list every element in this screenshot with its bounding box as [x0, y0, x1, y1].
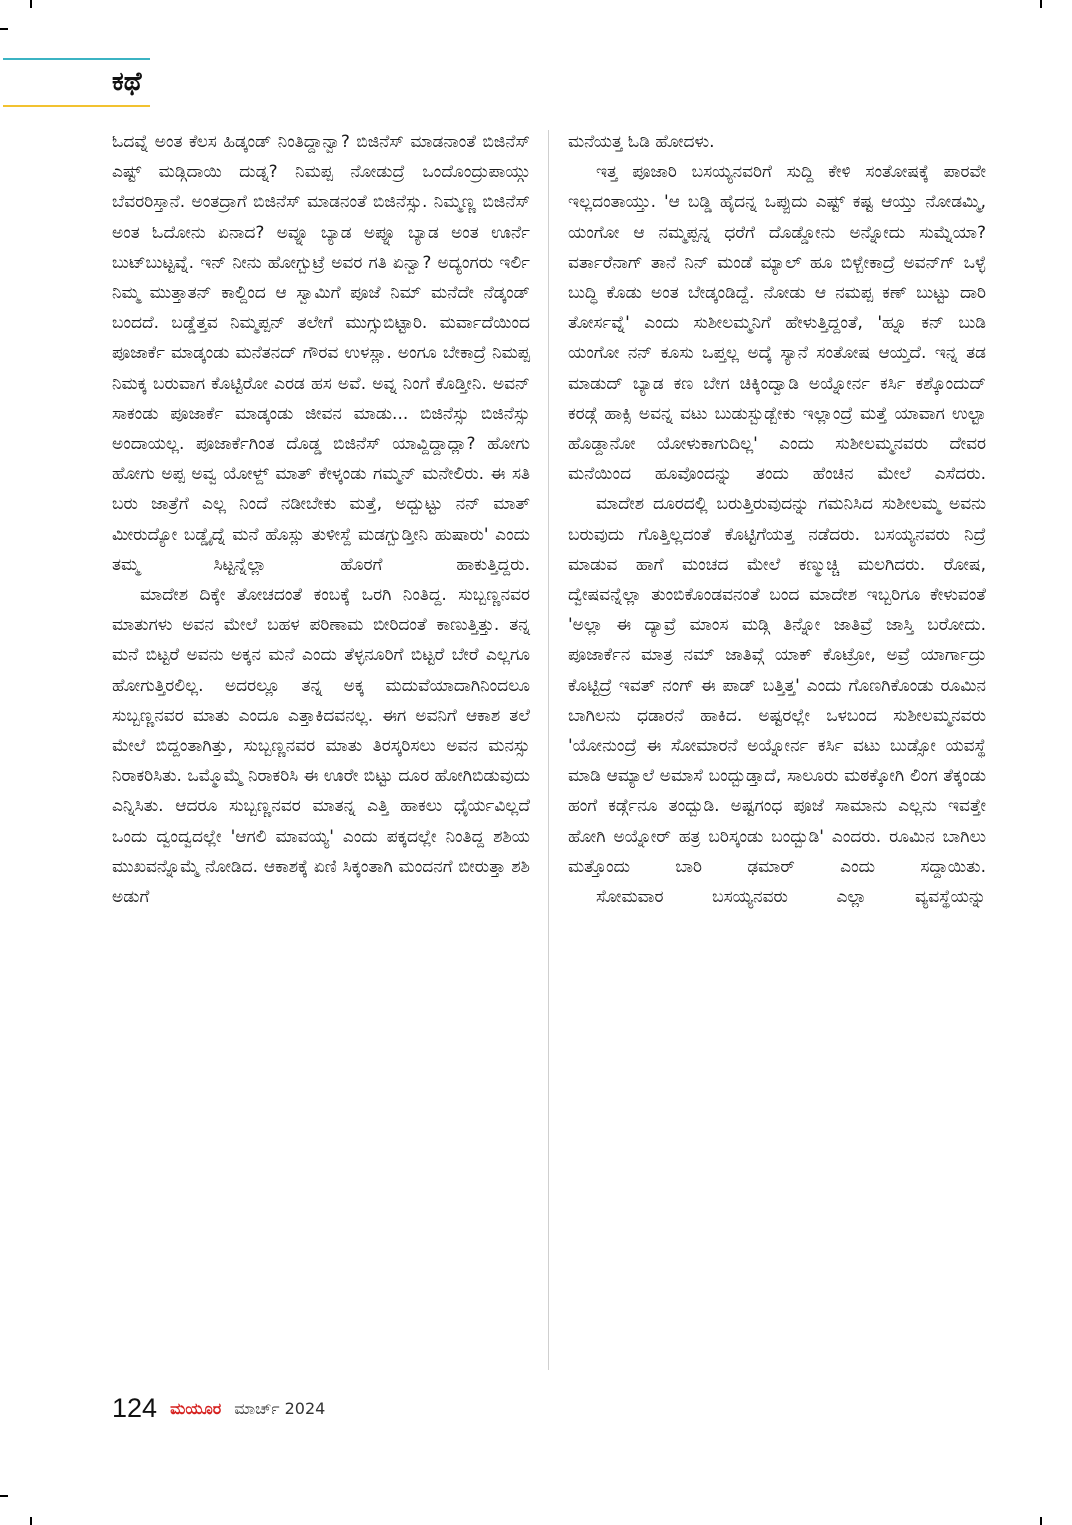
paragraph: ಸೋಮವಾರ ಬಸಯ್ಯನವರು ಎಲ್ಲಾ ವ್ಯವಸ್ಥೆಯನ್ನು — [596, 887, 986, 908]
crop-mark — [1040, 1517, 1042, 1525]
page-number: 124 — [112, 1393, 158, 1423]
paragraph: ಇತ್ತ ಪೂಜಾರಿ ಬಸಯ್ಯನವರಿಗೆ ಸುದ್ದಿ ಕೇಳಿ ಸಂತೋಷಕ್ಕೆ ಪಾರವೇ ಇಲ್ಲದಂತಾಯ್ತು. 'ಆ ಬಡ್ಡಿ ಹೈದನ್ನ ಒಪ್ಪುದು ಎಷ್ಟ್ ಕಷ್ಟ ಆಯ್ತು ನೋಡಮ್ಮಿ, ಯಂಗೋ ಆ ನಮ್ಮಪ್ಪನ್ನ ಧರೆಗೆ ದೊಡ್ಡೋನು ಅನ್ನೋದು ಸುಮ್ನೆಯಾ? ವರ್ತಾರೆನಾಗ್ ತಾನೆ ನಿನ್ ಮಂಡೆ ಮ್ಯಾಲ್ ಹೂ ಬಿಳ್ಬೇಕಾದ್ರೆ ಅವನ್‌ಗ್ ಒಳ್ಳೆ ಬುದ್ಧಿ ಕೊಡು ಅಂತ ಬೇಡ್ಕಂಡಿದ್ದೆ. ನೋಡು ಆ ನಮಪ್ಪ ಕಣ್ ಬುಟ್ಟು ದಾರಿ ತೋರ್ಸವ್ನೆ' ಎಂದು ಸುಶೀಲಮ್ಮನಿಗೆ ಹೇಳುತ್ತಿದ್ದಂತೆ, 'ಹ್ನೂ ಕನ್ ಬುಡಿ ಯಂಗೋ ನನ್ ಕೂಸು ಒಪ್ತಲ್ಲ ಅದ್ಕೆ ಸ್ಯಾನೆ ಸಂತೋಷ ಆಯ್ತದೆ. ಇನ್ನ ತಡ ಮಾಡುದ್ ಬ್ಯಾಡ ಕಣ ಬೇಗ ಚಿಕ್ಕಿಂದ್ವಾಡಿ ಅಯ್ನೋರ್ನ ಕರ್ಸಿ ಕಶ್ಕೊಂದುದ್ ಕರಡ್ಗೆ ಹಾಕ್ಸಿ ಅವನ್ನ ವಟು ಬುಡುಸ್ಬುಡ್ಬೇಕು ಇಲ್ಲಾಂದ್ರೆ ಮತ್ತೆ ಯಾವಾಗ ಉಲ್ಟಾ ಹೊಡ್ದಾನೋ ಯೋಳುಕಾಗುದಿಲ್ಲ' ಎಂದು ಸುಶೀಲಮ್ಮನವರು ದೇವರ ಮನೆಯಿಂದ ಹೂವೊಂದನ್ನು ತಂದು ಹೆಂಚಿನ ಮೇಲೆ ಎಸೆದರು. — [568, 162, 986, 485]
paragraph: ಮಾದೇಶ ದೂರದಲ್ಲಿ ಬರುತ್ತಿರುವುದನ್ನು ಗಮನಿಸಿದ ಸುಶೀಲಮ್ಮ ಅವನು ಬರುವುದು ಗೊತ್ತಿಲ್ಲದಂತೆ ಕೊಟ್ಟಿಗೆಯತ್ತ ನಡೆದರು. ಬಸಯ್ಯನವರು ನಿದ್ರೆ ಮಾಡುವ ಹಾಗೆ ಮಂಚದ ಮೇಲೆ ಕಣ್ಮುಚ್ಚಿ ಮಲಗಿದರು. ರೋಷ, ದ್ವೇಷವನ್ನೆಲ್ಲಾ ತುಂಬಿಕೊಂಡವನಂತೆ ಬಂದ ಮಾದೇಶ ಇಬ್ಬರಿಗೂ ಕೇಳುವಂತೆ 'ಅಲ್ಲಾ ಈ ದ್ಯಾವ್ರೆ ಮಾಂಸ ಮಡ್ಗಿ ತಿನ್ನೋ ಜಾತಿವ್ರೆ ಜಾಸ್ತಿ ಬರೋದು. ಪೂಜಾರ್ಕೆನ ಮಾತ್ರ ನಮ್ ಜಾತಿವ್ಗೆ ಯಾಕ್ ಕೊಟ್ರೋ, ಅವ್ರೆ ಯಾರ್ಗಾದ್ರು ಕೊಟ್ಟಿದ್ರೆ ಇವತ್ ನಂಗ್ ಈ ಪಾಡ್ ಬತ್ತಿತ್ತ' ಎಂದು ಗೊಣಗಿಕೊಂಡು ರೂಮಿನ ಬಾಗಿಲನು ಧಡಾರನೆ ಹಾಕಿದ. ಅಷ್ಟರಲ್ಲೇ ಒಳಬಂದ ಸುಶೀಲಮ್ಮನವರು 'ಯೋನುಂದ್ರೆ ಈ ಸೋಮಾರನೆ ಅಯ್ನೋರ್ನ ಕರ್ಸಿ ವಟು ಬುಡ್ಸೋ ಯವಸ್ಥೆ ಮಾಡಿ ಆಮ್ಯಾಲೆ ಅಮಾಸೆ ಬಂದ್ಬುಡ್ತಾದೆ, ಸಾಲೂರು ಮಠಕ್ಕೋಗಿ ಲಿಂಗ ತೆಕ್ಕಂಡು ಹಂಗೆ ಕರ್ಡ್ಗೆನೂ ತಂದ್ಬುಡಿ. ಅಷ್ಟಗಂಧ ಪೂಜೆ ಸಾಮಾನು ಎಲ್ಲನು ಇವತ್ತೇ ಹೋಗಿ ಅಯ್ನೋರ್ ಹತ್ರ ಬರಿಸ್ಕಂಡು ಬಂದ್ಬುಡಿ' ಎಂದರು. ರೂಮಿನ ಬಾಗಿಲು ಮತ್ತೊಂದು ಬಾರಿ ಢಮಾರ್ ಎಂದು ಸದ್ದಾಯಿತು. — [568, 494, 986, 877]
right-column — [568, 127, 986, 912]
page-footer — [112, 1393, 325, 1429]
left-column — [112, 127, 530, 912]
section-label: ಕಥೆ — [112, 67, 142, 97]
crop-mark — [30, 1517, 32, 1525]
paragraph: ಓದವ್ನೆ ಅಂತ ಕೆಲಸ ಹಿಡ್ಕಂಡ್ ನಿಂತಿದ್ದಾನ್ವಾ? ಬಿಜಿನೆಸ್ ಮಾಡನಾಂತೆ ಬಿಜಿನೆಸ್ ಎಷ್ಟ್ ಮಡ್ಗಿದಾಯಿ ದುಡ್ನ? ನಿಮಪ್ಪ ನೋಡುದ್ರೆ ಒಂದೊಂದ್ರುಪಾಯ್ಗು ಬೆವರರಿಸ್ತಾನೆ. ಅಂತದ್ರಾಗೆ ಬಿಜಿನೆಸ್ ಮಾಡನಂತೆ ಬಿಜಿನೆಸ್ಸು. ನಿಮ್ಮಣ್ಣ ಬಿಜಿನೆಸ್ ಅಂತ ಓದೋನು ಏನಾದ? ಅವ್ನೂ ಬ್ಯಾಡ ಅಪ್ನೂ ಬ್ಯಾಡ ಅಂತ ಊರ್ನೆ ಬುಟ್‌ಬುಟ್ಟವ್ನೆ. ಇನ್ ನೀನು ಹೋಗ್ಬುಟ್ರೆ ಅವರ ಗತಿ ಏನ್ವಾ? ಅದ್ಯಂಗರು ಇರ್ಲಿ ನಿಮ್ಮ ಮುತ್ತಾತನ್ ಕಾಲ್ದಿಂದ ಆ ಸ್ವಾಮಿಗೆ ಪೂಜೆ ನಿಮ್ ಮನೆದೇ ನೆಡ್ಕಂಡ್ ಬಂದದೆ. ಬಡ್ಡೆತ್ತವ ನಿಮ್ಮಪ್ಪನ್ ತಲೇಗೆ ಮುಗ್ಸುಬಿಟ್ಟಾರಿ. ಮರ್ವಾದೆಯಿಂದ ಪೂಜಾರ್ಕೆ ಮಾಡ್ಕಂಡು ಮನೆತನದ್ ಗೌರವ ಉಳಸ್ಲಾ. ಅಂಗೂ ಬೇಕಾದ್ರೆ ನಿಮಪ್ಪ ನಿಮಕ್ಕ ಬರುವಾಗ ಕೊಟ್ಟಿರೋ ಎರಡ ಹಸ ಅವೆ. ಅವ್ನ ನಿಂಗೆ ಕೊಡ್ತೀನಿ. ಅವನ್ ಸಾಕಂಡು ಪೂಜಾರ್ಕೆ ಮಾಡ್ಕಂಡು ಜೀವನ ಮಾಡು... ಬಿಜಿನೆಸ್ಸು ಬಿಜಿನೆಸ್ಸು ಅಂದಾಯಲ್ಲ. ಪೂಜಾರ್ಕೆಗಿಂತ ದೊಡ್ಡ ಬಿಜಿನೆಸ್ ಯಾವ್ದಿದ್ದಾದ್ಲಾ? ಹೋಗು ಹೋಗು ಅಪ್ಪ ಅವ್ವ ಯೋಳ್ದ್ ಮಾತ್ ಕೇಳ್ಕಂಡು ಗಮ್ಮನ್ ಮನೇಲಿರು. ಈ ಸತಿ ಬರು ಜಾತ್ರೆಗೆ ಎಲ್ಲ ನಿಂದೆ ನಡೀಬೇಕು ಮತ್ತೆ, ಅದ್ಬುಟ್ಟು ನನ್ ಮಾತ್ ಮೀರುದ್ಯೋ ಬಡ್ಡೈದ್ನೆ ಮನೆ ಹೊಸ್ಲು ತುಳೀಸ್ದೆ ಮಡಗ್ಬುಡ್ತೀನಿ ಹುಷಾರು' ಎಂದು ತಮ್ಮ ಸಿಟ್ಟನ್ನೆಲ್ಲಾ ಹೊರಗೆ ಹಾಕುತ್ತಿದ್ದರು. — [112, 132, 530, 575]
section-rule-top — [3, 58, 150, 60]
paragraph: ಮಾದೇಶ ದಿಕ್ಕೇ ತೋಚದಂತೆ ಕಂಬಕ್ಕೆ ಒರಗಿ ನಿಂತಿದ್ದ. ಸುಬ್ಬಣ್ಣನವರ ಮಾತುಗಳು ಅವನ ಮೇಲೆ ಬಹಳ ಪರಿಣಾಮ ಬೀರಿದಂತೆ ಕಾಣುತ್ತಿತ್ತು. ತನ್ನ ಮನೆ ಬಿಟ್ಟರೆ ಅವನು ಅಕ್ಕನ ಮನೆ ಎಂದು ತೆಳ್ಳನೂರಿಗೆ ಬಿಟ್ಟರೆ ಬೇರೆ ಎಲ್ಲಗೂ ಹೋಗುತ್ತಿರಲಿಲ್ಲ. ಅದರಲ್ಲೂ ತನ್ನ ಅಕ್ಕ ಮದುವೆಯಾದಾಗಿನಿಂದಲೂ ಸುಬ್ಬಣ್ಣನವರ ಮಾತು ಎಂದೂ ಎತ್ತಾಕಿದವನಲ್ಲ. ಈಗ ಅವನಿಗೆ ಆಕಾಶ ತಲೆ ಮೇಲೆ ಬಿದ್ದಂತಾಗಿತ್ತು, ಸುಬ್ಬಣ್ಣನವರ ಮಾತು ತಿರಸ್ಕರಿಸಲು ಅವನ ಮನಸ್ಸು ನಿರಾಕರಿಸಿತು. ಒಮ್ಮೊಮ್ಮೆ ನಿರಾಕರಿಸಿ ಈ ಊರೇ ಬಿಟ್ಟು ದೂರ ಹೋಗಿಬಿಡುವುದು ಎನ್ನಿಸಿತು. ಆದರೂ ಸುಬ್ಬಣ್ಣನವರ ಮಾತನ್ನ ಎತ್ತಿ ಹಾಕಲು ಧೈರ್ಯವಿಲ್ಲದೆ ಒಂದು ದ್ವಂದ್ವದಲ್ಲೇ 'ಆಗಲಿ ಮಾವಯ್ಯ' ಎಂದು ಪಕ್ಕದಲ್ಲೇ ನಿಂತಿದ್ದ ಶಶಿಯ ಮುಖವನ್ನೊಮ್ಮೆ ನೋಡಿದ. ಆಕಾಶಕ್ಕೆ ಏಣಿ ಸಿಕ್ಕಂತಾಗಿ ಮಂದನಗೆ ಬೀರುತ್ತಾ ಶಶಿ ಅಡುಗೆ — [112, 585, 530, 908]
column-divider — [548, 130, 549, 1370]
section-rule-bottom — [3, 105, 150, 107]
crop-mark — [1040, 0, 1042, 8]
crop-mark — [30, 0, 32, 8]
paragraph: ಮನೆಯತ್ತ ಓಡಿ ಹೋದಳು. — [568, 132, 715, 152]
crop-mark — [0, 28, 8, 30]
issue-date: ಮಾರ್ಚ್ 2024 — [234, 1398, 326, 1418]
crop-mark — [0, 1495, 8, 1497]
section-header — [0, 58, 150, 108]
magazine-logo: ಮಯೂರ — [170, 1398, 222, 1418]
